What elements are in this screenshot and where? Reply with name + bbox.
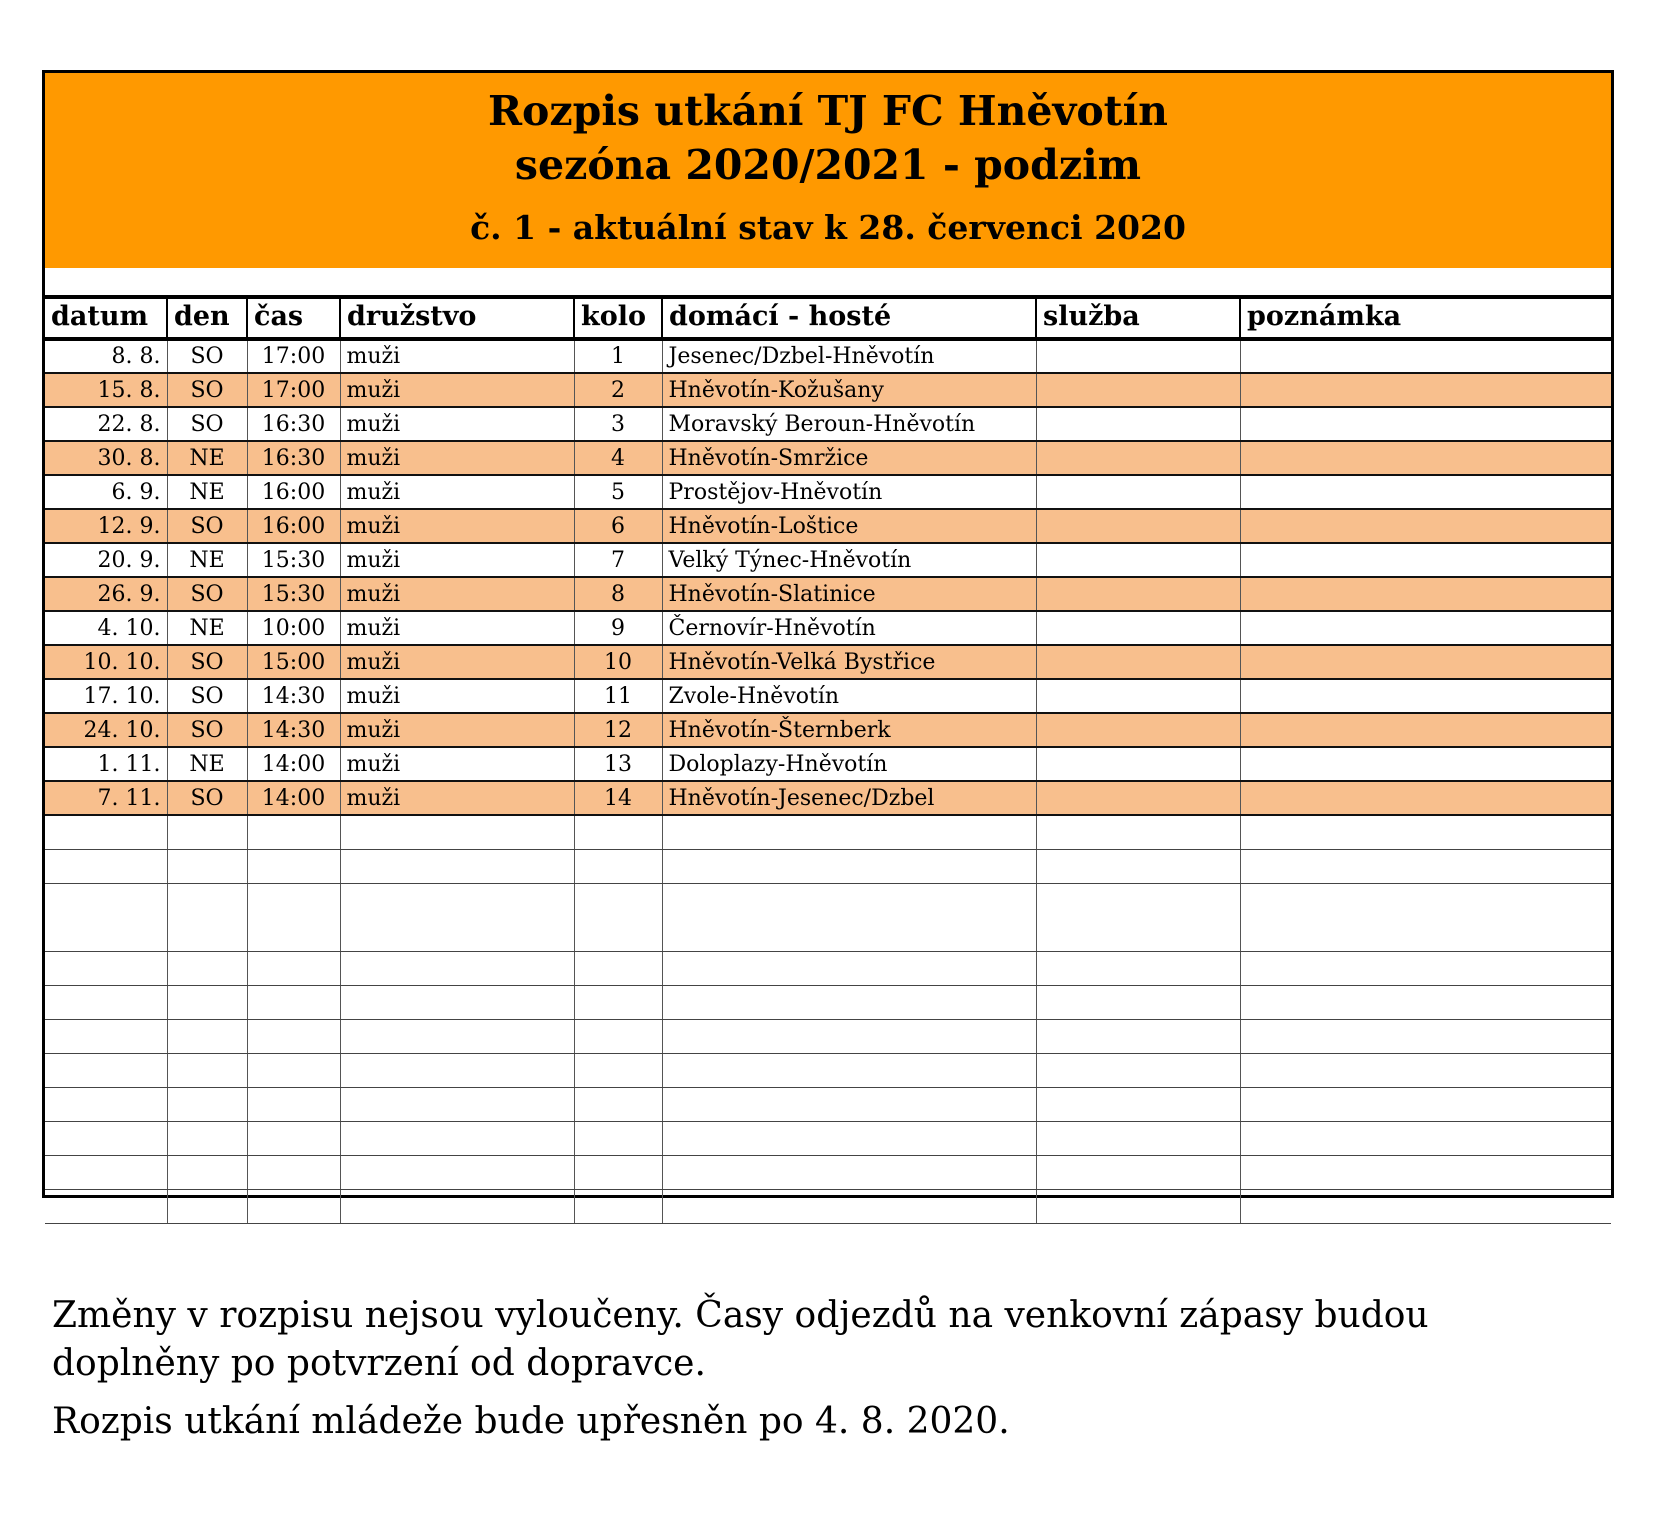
- empty-cell: [574, 1155, 662, 1189]
- empty-cell: [1036, 849, 1240, 883]
- empty-cell: [45, 1019, 167, 1053]
- schedule-table: [45, 295, 1611, 1224]
- empty-cell: [340, 1053, 574, 1087]
- cell-domaci-hoste: Prostějov-Hněvotín: [662, 475, 1036, 509]
- cell-kolo: 3: [574, 407, 662, 441]
- cell-kolo: 13: [574, 747, 662, 781]
- table-row: [45, 645, 1611, 679]
- empty-cell: [662, 951, 1036, 985]
- cell-druzstvo: muži: [340, 747, 574, 781]
- empty-cell: [574, 985, 662, 1019]
- table-row: [45, 679, 1611, 713]
- empty-cell: [1036, 1087, 1240, 1121]
- cell-druzstvo: muži: [340, 611, 574, 645]
- empty-cell: [340, 883, 574, 951]
- cell-poznamka: [1240, 441, 1611, 475]
- cell-datum: 24. 10.: [45, 713, 167, 747]
- header-datum: datum: [45, 297, 167, 339]
- cell-datum: 6. 9.: [45, 475, 167, 509]
- cell-kolo: 4: [574, 441, 662, 475]
- empty-cell: [247, 849, 340, 883]
- empty-cell: [1036, 1155, 1240, 1189]
- cell-datum: 4. 10.: [45, 611, 167, 645]
- cell-kolo: 11: [574, 679, 662, 713]
- empty-cell: [247, 1087, 340, 1121]
- empty-cell: [662, 883, 1036, 951]
- empty-row: [45, 1019, 1611, 1053]
- empty-row: [45, 849, 1611, 883]
- empty-cell: [45, 951, 167, 985]
- empty-cell: [1240, 815, 1611, 849]
- header-den: den: [167, 297, 247, 339]
- cell-sluzba: [1036, 475, 1240, 509]
- empty-row: [45, 1053, 1611, 1087]
- empty-cell: [247, 1053, 340, 1087]
- empty-cell: [340, 815, 574, 849]
- cell-datum: 8. 8.: [45, 339, 167, 373]
- empty-cell: [1036, 1189, 1240, 1223]
- empty-cell: [1240, 849, 1611, 883]
- empty-cell: [574, 951, 662, 985]
- cell-datum: 10. 10.: [45, 645, 167, 679]
- notes: [52, 1292, 1552, 1456]
- empty-cell: [662, 985, 1036, 1019]
- empty-cell: [574, 1053, 662, 1087]
- empty-cell: [167, 849, 247, 883]
- cell-cas: 14:00: [247, 747, 340, 781]
- cell-den: SO: [167, 407, 247, 441]
- cell-sluzba: [1036, 611, 1240, 645]
- cell-datum: 15. 8.: [45, 373, 167, 407]
- table-row: [45, 509, 1611, 543]
- cell-cas: 16:30: [247, 407, 340, 441]
- empty-cell: [340, 1121, 574, 1155]
- cell-poznamka: [1240, 577, 1611, 611]
- table-row: [45, 713, 1611, 747]
- cell-poznamka: [1240, 373, 1611, 407]
- header-poznamka: poznámka: [1240, 297, 1611, 339]
- table-row: [45, 339, 1611, 373]
- empty-cell: [574, 849, 662, 883]
- empty-cell: [1240, 1053, 1611, 1087]
- cell-den: NE: [167, 747, 247, 781]
- cell-den: SO: [167, 713, 247, 747]
- empty-row: [45, 1155, 1611, 1189]
- empty-cell: [167, 1019, 247, 1053]
- cell-cas: 14:30: [247, 713, 340, 747]
- page-title: Rozpis utkání TJ FC Hněvotín: [487, 87, 1168, 135]
- cell-kolo: 8: [574, 577, 662, 611]
- cell-druzstvo: muži: [340, 645, 574, 679]
- title-banner: [45, 73, 1611, 268]
- cell-druzstvo: muži: [340, 441, 574, 475]
- cell-poznamka: [1240, 543, 1611, 577]
- empty-cell: [662, 849, 1036, 883]
- empty-cell: [340, 951, 574, 985]
- empty-cell: [45, 883, 167, 951]
- empty-cell: [45, 985, 167, 1019]
- cell-domaci-hoste: Černovír-Hněvotín: [662, 611, 1036, 645]
- empty-cell: [45, 1189, 167, 1223]
- cell-cas: 16:00: [247, 509, 340, 543]
- empty-cell: [247, 1155, 340, 1189]
- cell-domaci-hoste: Hněvotín-Smržice: [662, 441, 1036, 475]
- empty-row: [45, 951, 1611, 985]
- cell-datum: 12. 9.: [45, 509, 167, 543]
- cell-cas: 16:00: [247, 475, 340, 509]
- cell-kolo: 1: [574, 339, 662, 373]
- empty-cell: [45, 1087, 167, 1121]
- cell-kolo: 9: [574, 611, 662, 645]
- empty-cell: [45, 1121, 167, 1155]
- empty-cell: [167, 951, 247, 985]
- cell-den: SO: [167, 577, 247, 611]
- cell-den: SO: [167, 339, 247, 373]
- cell-domaci-hoste: Hněvotín-Loštice: [662, 509, 1036, 543]
- cell-poznamka: [1240, 679, 1611, 713]
- cell-druzstvo: muži: [340, 373, 574, 407]
- cell-cas: 15:30: [247, 543, 340, 577]
- empty-cell: [662, 1189, 1036, 1223]
- cell-kolo: 2: [574, 373, 662, 407]
- cell-domaci-hoste: Hněvotín-Šternberk: [662, 713, 1036, 747]
- empty-cell: [1036, 985, 1240, 1019]
- empty-cell: [1036, 1053, 1240, 1087]
- cell-datum: 17. 10.: [45, 679, 167, 713]
- cell-domaci-hoste: Moravský Beroun-Hněvotín: [662, 407, 1036, 441]
- cell-sluzba: [1036, 543, 1240, 577]
- empty-cell: [247, 815, 340, 849]
- cell-cas: 14:30: [247, 679, 340, 713]
- cell-poznamka: [1240, 781, 1611, 815]
- cell-kolo: 5: [574, 475, 662, 509]
- cell-domaci-hoste: Hněvotín-Slatinice: [662, 577, 1036, 611]
- empty-cell: [1036, 815, 1240, 849]
- schedule-sheet: [42, 70, 1614, 1198]
- empty-cell: [1036, 883, 1240, 951]
- cell-domaci-hoste: Hněvotín-Kožušany: [662, 373, 1036, 407]
- header-sluzba: služba: [1036, 297, 1240, 339]
- cell-poznamka: [1240, 747, 1611, 781]
- cell-sluzba: [1036, 645, 1240, 679]
- table-row: [45, 543, 1611, 577]
- empty-cell: [1240, 1087, 1611, 1121]
- cell-sluzba: [1036, 679, 1240, 713]
- cell-den: NE: [167, 543, 247, 577]
- header-druzstvo: družstvo: [340, 297, 574, 339]
- empty-cell: [167, 1053, 247, 1087]
- header-domaci-hoste: domácí - hosté: [662, 297, 1036, 339]
- empty-cell: [1240, 1155, 1611, 1189]
- empty-cell: [1240, 883, 1611, 951]
- empty-cell: [167, 815, 247, 849]
- cell-poznamka: [1240, 645, 1611, 679]
- empty-cell: [1240, 1121, 1611, 1155]
- cell-poznamka: [1240, 475, 1611, 509]
- empty-cell: [167, 1121, 247, 1155]
- cell-domaci-hoste: Hněvotín-Velká Bystřice: [662, 645, 1036, 679]
- empty-cell: [45, 815, 167, 849]
- table-row: [45, 441, 1611, 475]
- cell-kolo: 7: [574, 543, 662, 577]
- cell-den: SO: [167, 373, 247, 407]
- cell-poznamka: [1240, 713, 1611, 747]
- cell-den: SO: [167, 679, 247, 713]
- empty-cell: [167, 1087, 247, 1121]
- empty-row: [45, 1189, 1611, 1223]
- empty-cell: [45, 1053, 167, 1087]
- cell-druzstvo: muži: [340, 577, 574, 611]
- cell-poznamka: [1240, 509, 1611, 543]
- cell-sluzba: [1036, 713, 1240, 747]
- cell-druzstvo: muži: [340, 407, 574, 441]
- cell-druzstvo: muži: [340, 679, 574, 713]
- cell-kolo: 6: [574, 509, 662, 543]
- cell-sluzba: [1036, 339, 1240, 373]
- note-changes: Změny v rozpisu nejsou vyloučeny. Časy odjezdů na venkovní zápasy budou doplněny po potvrzení od dopravce.: [52, 1295, 1429, 1384]
- cell-domaci-hoste: Velký Týnec-Hněvotín: [662, 543, 1036, 577]
- cell-domaci-hoste: Jesenec/Dzbel-Hněvotín: [662, 339, 1036, 373]
- cell-datum: 26. 9.: [45, 577, 167, 611]
- status-subtitle: č. 1 - aktuální stav k 28. červenci 2020: [470, 208, 1186, 247]
- cell-druzstvo: muži: [340, 509, 574, 543]
- cell-poznamka: [1240, 611, 1611, 645]
- cell-cas: 15:30: [247, 577, 340, 611]
- cell-druzstvo: muži: [340, 713, 574, 747]
- empty-cell: [574, 1189, 662, 1223]
- cell-poznamka: [1240, 339, 1611, 373]
- cell-domaci-hoste: Zvole-Hněvotín: [662, 679, 1036, 713]
- cell-cas: 17:00: [247, 373, 340, 407]
- empty-cell: [662, 815, 1036, 849]
- empty-row: [45, 985, 1611, 1019]
- cell-druzstvo: muži: [340, 475, 574, 509]
- empty-cell: [167, 985, 247, 1019]
- empty-cell: [574, 815, 662, 849]
- empty-cell: [662, 1087, 1036, 1121]
- cell-druzstvo: muži: [340, 781, 574, 815]
- empty-cell: [247, 1121, 340, 1155]
- empty-cell: [1240, 1189, 1611, 1223]
- table-row: [45, 407, 1611, 441]
- table-row: [45, 781, 1611, 815]
- empty-cell: [1036, 951, 1240, 985]
- empty-cell: [45, 1155, 167, 1189]
- empty-cell: [574, 1087, 662, 1121]
- cell-sluzba: [1036, 781, 1240, 815]
- cell-sluzba: [1036, 577, 1240, 611]
- empty-cell: [247, 1019, 340, 1053]
- empty-cell: [662, 1053, 1036, 1087]
- cell-datum: 30. 8.: [45, 441, 167, 475]
- empty-cell: [247, 1189, 340, 1223]
- empty-cell: [662, 1019, 1036, 1053]
- empty-cell: [1240, 1019, 1611, 1053]
- table-row: [45, 747, 1611, 781]
- cell-domaci-hoste: Doloplazy-Hněvotín: [662, 747, 1036, 781]
- table-row: [45, 577, 1611, 611]
- cell-den: NE: [167, 611, 247, 645]
- cell-datum: 20. 9.: [45, 543, 167, 577]
- empty-cell: [247, 951, 340, 985]
- cell-cas: 10:00: [247, 611, 340, 645]
- table-row: [45, 475, 1611, 509]
- season-title: sezóna 2020/2021 - podzim: [514, 141, 1142, 189]
- empty-cell: [167, 883, 247, 951]
- cell-domaci-hoste: Hněvotín-Jesenec/Dzbel: [662, 781, 1036, 815]
- cell-sluzba: [1036, 747, 1240, 781]
- cell-sluzba: [1036, 441, 1240, 475]
- empty-cell: [574, 1019, 662, 1053]
- cell-druzstvo: muži: [340, 339, 574, 373]
- cell-poznamka: [1240, 407, 1611, 441]
- cell-druzstvo: muži: [340, 543, 574, 577]
- cell-sluzba: [1036, 373, 1240, 407]
- header-cas: čas: [247, 297, 340, 339]
- cell-den: SO: [167, 509, 247, 543]
- cell-sluzba: [1036, 407, 1240, 441]
- empty-cell: [340, 1189, 574, 1223]
- cell-den: NE: [167, 441, 247, 475]
- cell-cas: 15:00: [247, 645, 340, 679]
- empty-row: [45, 1121, 1611, 1155]
- cell-cas: 16:30: [247, 441, 340, 475]
- empty-cell: [167, 1155, 247, 1189]
- empty-cell: [45, 849, 167, 883]
- header-row: [45, 297, 1611, 339]
- cell-datum: 7. 11.: [45, 781, 167, 815]
- empty-cell: [247, 883, 340, 951]
- cell-kolo: 14: [574, 781, 662, 815]
- empty-row: [45, 883, 1611, 951]
- cell-den: SO: [167, 781, 247, 815]
- empty-cell: [340, 1019, 574, 1053]
- cell-den: SO: [167, 645, 247, 679]
- cell-kolo: 12: [574, 713, 662, 747]
- cell-cas: 17:00: [247, 339, 340, 373]
- empty-cell: [574, 883, 662, 951]
- cell-datum: 1. 11.: [45, 747, 167, 781]
- empty-cell: [1036, 1019, 1240, 1053]
- empty-row: [45, 1087, 1611, 1121]
- table-row: [45, 373, 1611, 407]
- empty-cell: [340, 1087, 574, 1121]
- table-row: [45, 611, 1611, 645]
- empty-cell: [247, 985, 340, 1019]
- empty-cell: [1036, 1121, 1240, 1155]
- cell-den: NE: [167, 475, 247, 509]
- empty-cell: [662, 1155, 1036, 1189]
- note-youth: Rozpis utkání mládeže bude upřesněn po 4. 8. 2020.: [52, 1401, 1010, 1442]
- empty-row: [45, 815, 1611, 849]
- empty-cell: [574, 1121, 662, 1155]
- empty-cell: [662, 1121, 1036, 1155]
- empty-cell: [1240, 951, 1611, 985]
- empty-cell: [340, 849, 574, 883]
- cell-sluzba: [1036, 509, 1240, 543]
- cell-kolo: 10: [574, 645, 662, 679]
- empty-cell: [340, 1155, 574, 1189]
- cell-cas: 14:00: [247, 781, 340, 815]
- cell-datum: 22. 8.: [45, 407, 167, 441]
- empty-cell: [340, 985, 574, 1019]
- header-kolo: kolo: [574, 297, 662, 339]
- empty-cell: [1240, 985, 1611, 1019]
- empty-cell: [167, 1189, 247, 1223]
